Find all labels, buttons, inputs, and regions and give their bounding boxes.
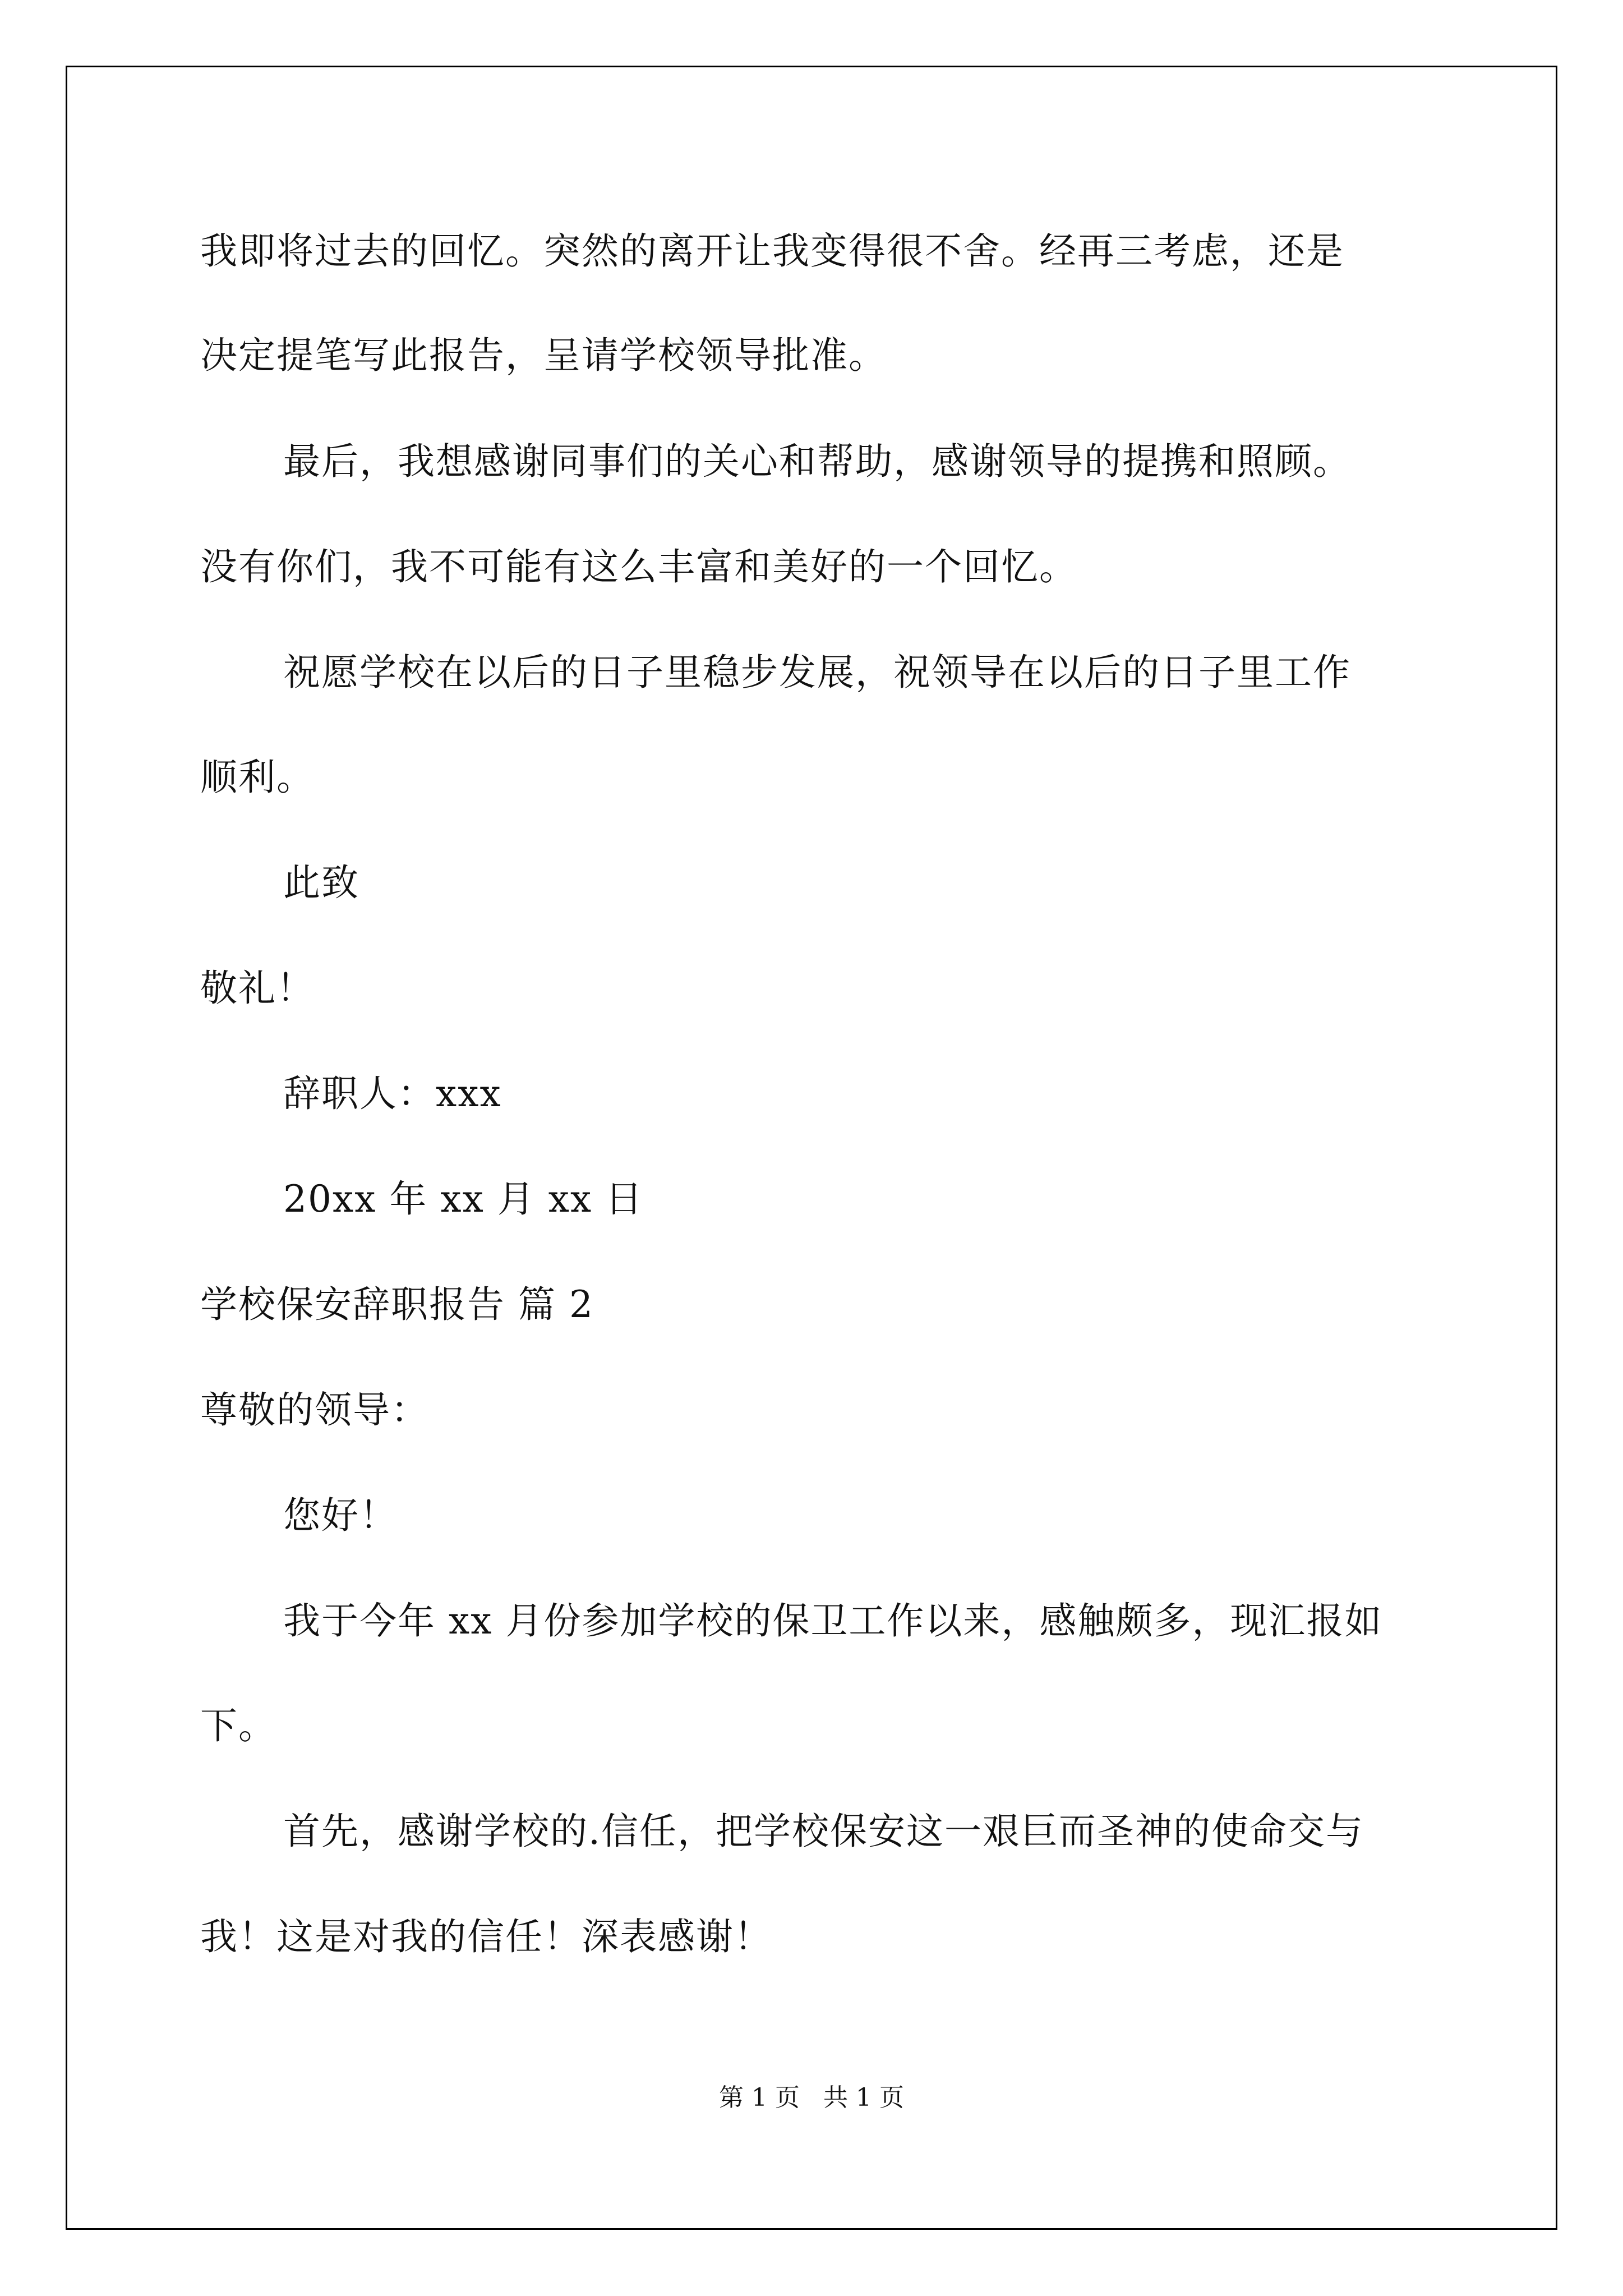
page-footer: 第 1 页 共 1 页	[719, 2083, 904, 2112]
section-title: 学校保安辞职报告 篇 2	[200, 1283, 594, 1326]
body-line: 决定提笔写此报告，呈请学校领导批准。	[200, 334, 887, 377]
paragraph-line: 祝愿学校在以后的日子里稳步发展，祝领导在以后的日子里工作	[283, 651, 1351, 694]
page-border	[66, 66, 1557, 2230]
paragraph-line: 首先，感谢学校的.信任，把学校保安这一艰巨而圣神的使命交与	[283, 1810, 1364, 1853]
body-line: 我即将过去的回忆。突然的离开让我变得很不舍。经再三考虑，还是	[200, 229, 1344, 273]
body-line: 顺利。	[200, 756, 315, 799]
body-line: 没有你们，我不可能有这么丰富和美好的一个回忆。	[200, 545, 1077, 588]
closing-line: 此致	[283, 861, 359, 904]
body-line: 下。	[200, 1704, 276, 1747]
date-line: 20xx 年 xx 月 xx 日	[283, 1177, 644, 1221]
paragraph-line: 我于今年 xx 月份参加学校的保卫工作以来，感触颇多，现汇报如	[283, 1599, 1383, 1642]
paragraph-line: 最后，我想感谢同事们的关心和帮助，感谢领导的提携和照顾。	[283, 440, 1351, 483]
salutation-line: 敬礼！	[200, 967, 315, 1010]
body-line: 我！这是对我的信任！深表感谢！	[200, 1915, 772, 1958]
greeting-line: 您好！	[283, 1494, 398, 1537]
signature-line: 辞职人：xxx	[283, 1072, 502, 1115]
greeting-line: 尊敬的领导：	[200, 1388, 429, 1432]
